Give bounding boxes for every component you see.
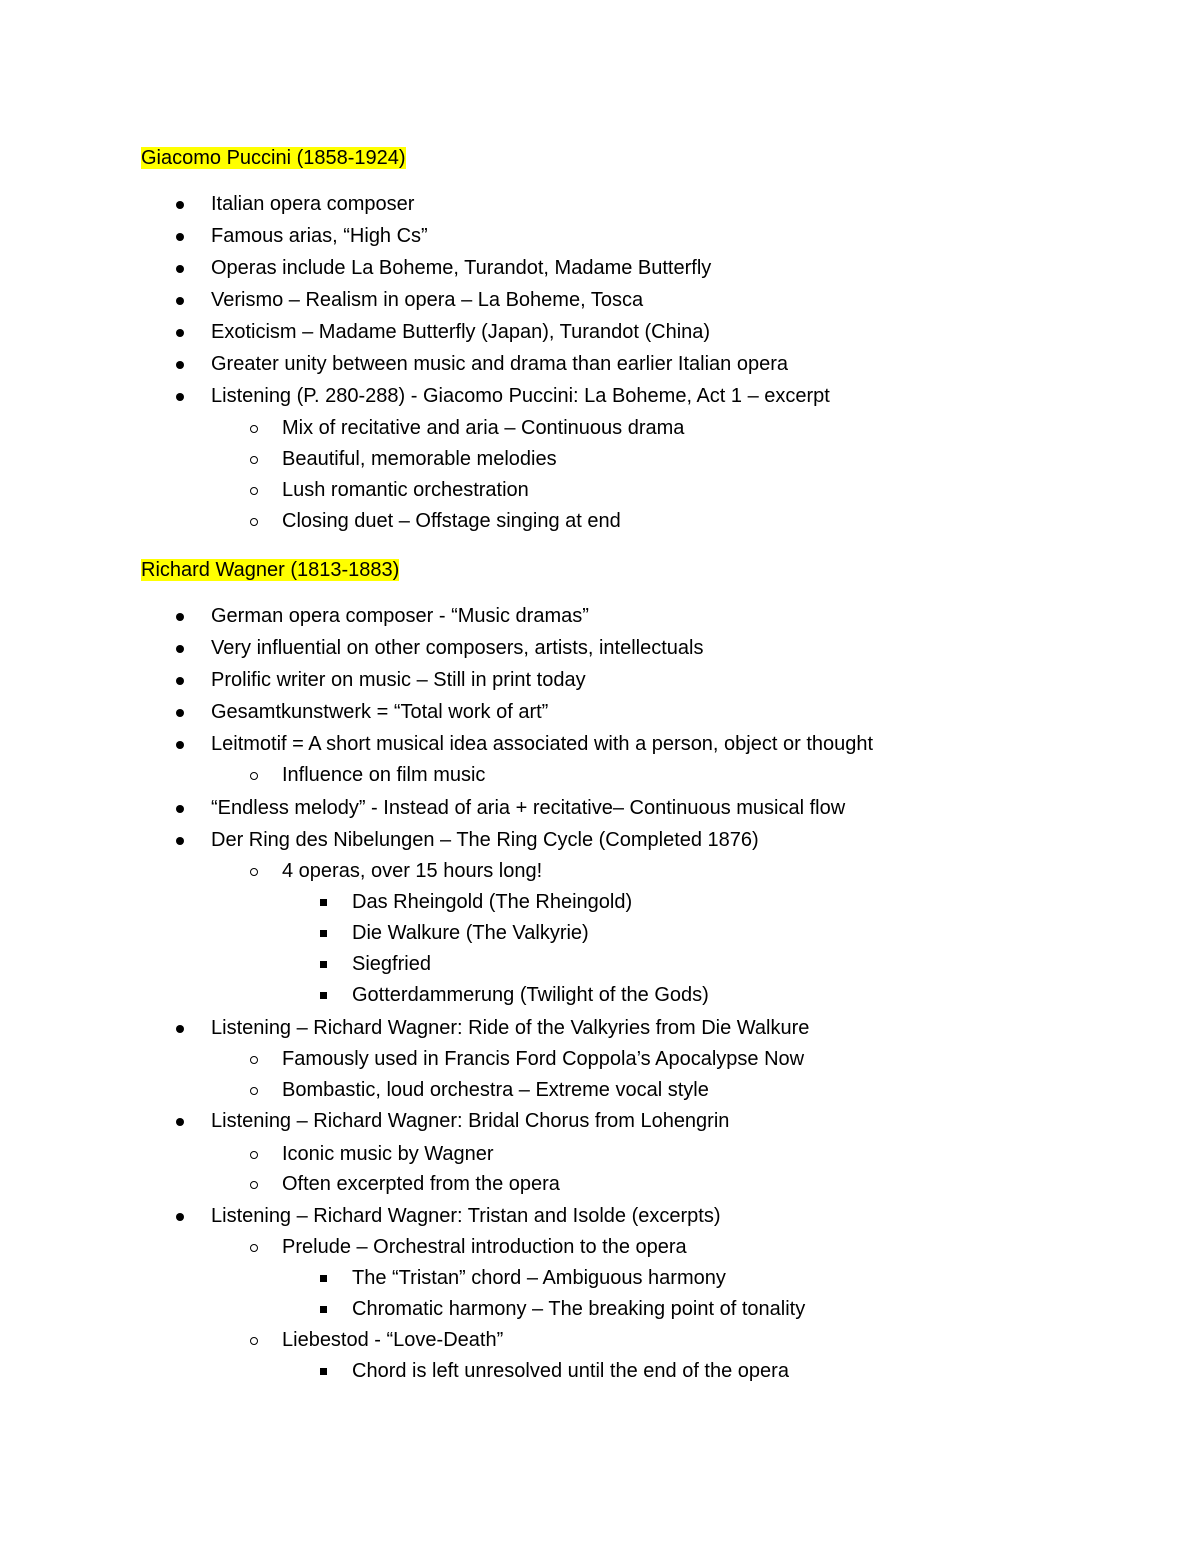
bullet-disc-icon bbox=[176, 329, 184, 337]
bullet-circle-icon bbox=[250, 1151, 258, 1159]
bullet-disc-icon bbox=[176, 709, 184, 717]
list-item: Famously used in Francis Ford Coppola’s Apocalypse Now bbox=[282, 1048, 805, 1070]
bullet-disc-icon bbox=[176, 837, 184, 845]
list-item: Operas include La Boheme, Turandot, Madame Butterfly bbox=[211, 257, 712, 279]
list-item: Prelude – Orchestral introduction to the opera bbox=[282, 1236, 687, 1258]
list-item: Siegfried bbox=[352, 953, 431, 975]
list-item: Listening – Richard Wagner: Ride of the Valkyries from Die Walkure bbox=[211, 1017, 810, 1039]
list-item: Der Ring des Nibelungen – The Ring Cycle (Completed 1876) bbox=[211, 829, 759, 851]
list-item: Often excerpted from the opera bbox=[282, 1173, 560, 1195]
list-item: Chromatic harmony – The breaking point of tonality bbox=[352, 1298, 806, 1320]
list-item: Prolific writer on music – Still in print today bbox=[211, 669, 586, 691]
bullet-disc-icon bbox=[176, 677, 184, 685]
list-item: Gotterdammerung (Twilight of the Gods) bbox=[352, 984, 709, 1006]
list-item: Lush romantic orchestration bbox=[282, 479, 529, 501]
list-item: “Endless melody” - Instead of aria + recitative– Continuous musical flow bbox=[211, 797, 846, 819]
list-item: Very influential on other composers, artists, intellectuals bbox=[211, 637, 704, 659]
list-item: Mix of recitative and aria – Continuous drama bbox=[282, 417, 685, 439]
list-item: Exoticism – Madame Butterfly (Japan), Turandot (China) bbox=[211, 321, 711, 343]
list-item: German opera composer - “Music dramas” bbox=[211, 605, 589, 627]
section-heading-wagner: Richard Wagner (1813-1883) bbox=[141, 559, 400, 581]
list-item: Leitmotif = A short musical idea associated with a person, object or thought bbox=[211, 733, 874, 755]
bullet-disc-icon bbox=[176, 297, 184, 305]
bullet-circle-icon bbox=[250, 1181, 258, 1189]
list-item: Gesamtkunstwerk = “Total work of art” bbox=[211, 701, 549, 723]
list-item: Famous arias, “High Cs” bbox=[211, 225, 428, 247]
bullet-circle-icon bbox=[250, 487, 258, 495]
list-item: Listening – Richard Wagner: Bridal Chorus from Lohengrin bbox=[211, 1110, 730, 1132]
bullet-square-icon bbox=[320, 1275, 327, 1282]
list-item: Verismo – Realism in opera – La Boheme, Tosca bbox=[211, 289, 644, 311]
bullet-disc-icon bbox=[176, 361, 184, 369]
list-item: Italian opera composer bbox=[211, 193, 415, 215]
bullet-circle-icon bbox=[250, 772, 258, 780]
list-item: Influence on film music bbox=[282, 764, 486, 786]
list-item: The “Tristan” chord – Ambiguous harmony bbox=[352, 1267, 726, 1289]
list-item: Das Rheingold (The Rheingold) bbox=[352, 891, 633, 913]
bullet-square-icon bbox=[320, 899, 327, 906]
list-item: Iconic music by Wagner bbox=[282, 1143, 494, 1165]
bullet-circle-icon bbox=[250, 518, 258, 526]
bullet-disc-icon bbox=[176, 1213, 184, 1221]
list-item: Listening (P. 280-288) - Giacomo Puccini: La Boheme, Act 1 – excerpt bbox=[211, 385, 830, 407]
bullet-circle-icon bbox=[250, 1244, 258, 1252]
list-item: Closing duet – Offstage singing at end bbox=[282, 510, 621, 532]
list-item: Greater unity between music and drama than earlier Italian opera bbox=[211, 353, 788, 375]
bullet-square-icon bbox=[320, 992, 327, 999]
bullet-disc-icon bbox=[176, 645, 184, 653]
bullet-square-icon bbox=[320, 1306, 327, 1313]
list-item: Bombastic, loud orchestra – Extreme vocal style bbox=[282, 1079, 709, 1101]
bullet-disc-icon bbox=[176, 613, 184, 621]
bullet-circle-icon bbox=[250, 1087, 258, 1095]
bullet-circle-icon bbox=[250, 425, 258, 433]
bullet-disc-icon bbox=[176, 265, 184, 273]
list-item: Chord is left unresolved until the end of the opera bbox=[352, 1360, 789, 1382]
bullet-disc-icon bbox=[176, 805, 184, 813]
bullet-disc-icon bbox=[176, 393, 184, 401]
bullet-square-icon bbox=[320, 961, 327, 968]
bullet-square-icon bbox=[320, 1368, 327, 1375]
bullet-circle-icon bbox=[250, 1337, 258, 1345]
list-item: Listening – Richard Wagner: Tristan and Isolde (excerpts) bbox=[211, 1205, 721, 1227]
list-item: 4 operas, over 15 hours long! bbox=[282, 860, 543, 882]
bullet-square-icon bbox=[320, 930, 327, 937]
bullet-disc-icon bbox=[176, 741, 184, 749]
list-item: Beautiful, memorable melodies bbox=[282, 448, 557, 470]
bullet-circle-icon bbox=[250, 456, 258, 464]
list-item: Liebestod - “Love-Death” bbox=[282, 1329, 504, 1351]
list-item: Die Walkure (The Valkyrie) bbox=[352, 922, 589, 944]
bullet-circle-icon bbox=[250, 1056, 258, 1064]
bullet-disc-icon bbox=[176, 201, 184, 209]
bullet-disc-icon bbox=[176, 1025, 184, 1033]
section-heading-puccini: Giacomo Puccini (1858-1924) bbox=[141, 147, 406, 169]
bullet-circle-icon bbox=[250, 868, 258, 876]
bullet-disc-icon bbox=[176, 1118, 184, 1126]
bullet-disc-icon bbox=[176, 233, 184, 241]
